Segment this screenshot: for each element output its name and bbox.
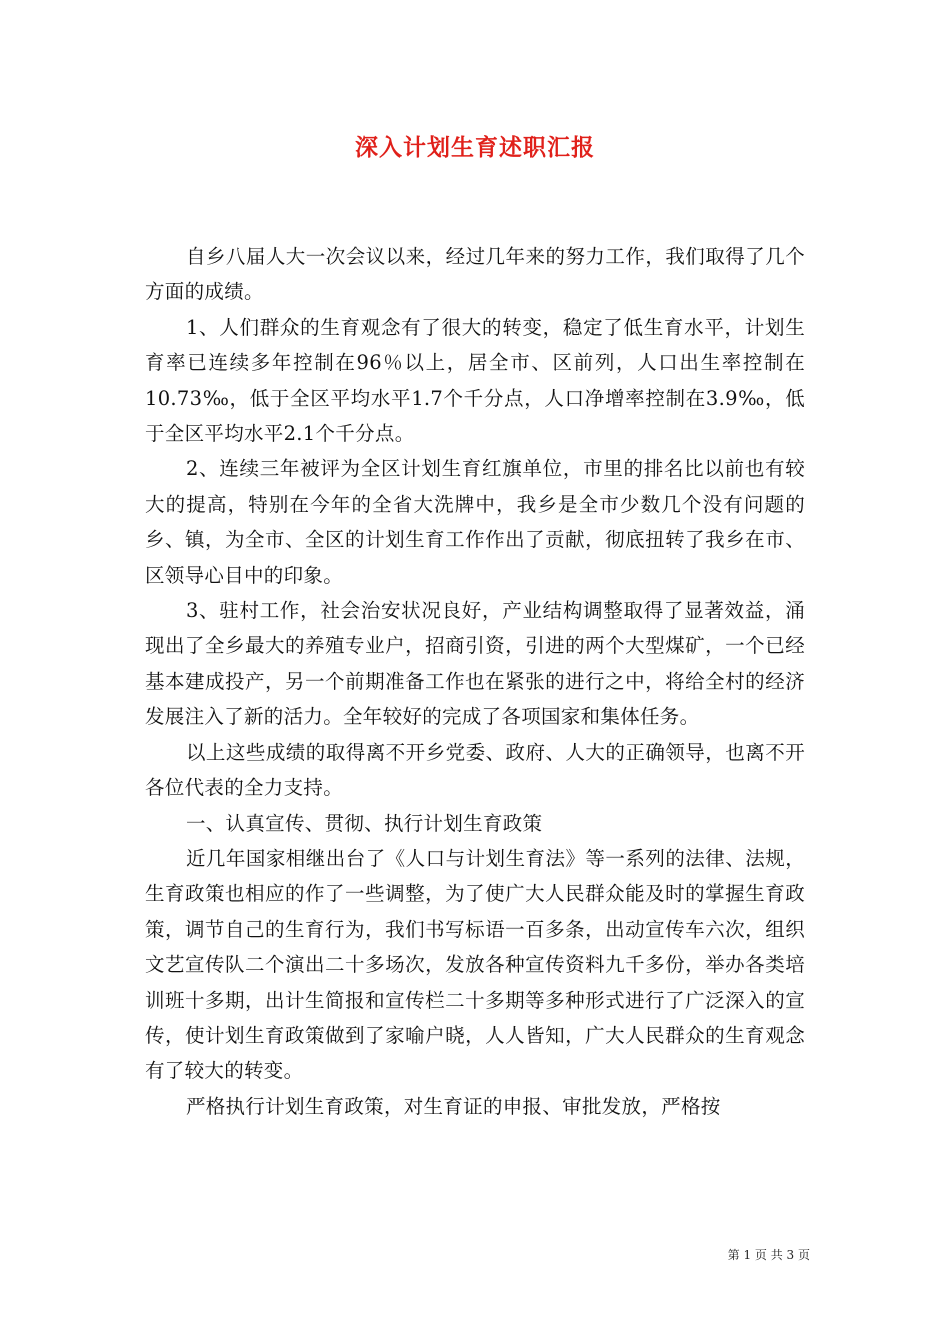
paragraph-achievement-1: 1、人们群众的生育观念有了很大的转变，稳定了低生育水平，计划生育率已连续多年控制在96％以上，居全市、区前列，人口出生率控制在10.73‰，低于全区平均水平1.7个千分点，人口净增率控制在3.9‰，低于全区平均水平2.1个千分点。 (145, 315, 805, 446)
section-heading-1: 一、认真宣传、贯彻、执行计划生育政策 (185, 811, 543, 835)
paragraph-intro: 自乡八届人大一次会议以来，经过几年来的努力工作，我们取得了几个方面的成绩。 (145, 245, 805, 304)
paragraph-policy-enforcement: 严格执行计划生育政策，对生育证的申报、审批发放，严格按 (185, 1094, 721, 1118)
page-indicator: 第 1 页 共 3 页 (727, 1248, 810, 1262)
paragraph-acknowledgement: 以上这些成绩的取得离不开乡党委、政府、人大的正确领导，也离不开各位代表的全力支持。 (145, 740, 805, 800)
paragraph-achievement-2: 2、连续三年被评为全区计划生育红旗单位，市里的排名比以前也有较大的提高，特别在今年的全省大洗牌中，我乡是全市少数几个没有问题的乡、镇，为全市、全区的计划生育工作作出了贡献，彻底扭转了我乡在市、区领导心目中的印象。 (145, 457, 805, 587)
paragraph-achievement-3: 3、驻村工作，社会治安状况良好，产业结构调整取得了显著效益，涌现出了全乡最大的养殖专业户，招商引资，引进的两个大型煤矿，一个已经基本建成投产，另一个前期准备工作也在紧张的进行之中，将给全村的经济发展注入了新的活力。全年较好的完成了各项国家和集体任务。 (145, 599, 805, 729)
document-title: 深入计划生育述职汇报 (355, 134, 595, 161)
paragraph-publicity: 近几年国家相继出台了《人口与计划生育法》等一系列的法律、法规，生育政策也相应的作了一些调整，为了使广大人民群众能及时的掌握生育政策，调节自己的生育行为，我们书写标语一百多条，出动宣传车六次，组织文艺宣传队二个演出二十多场次，发放各种宣传资料九千多份，举办各类培训班十多期，出计生简报和宣传栏二十多期等多种形式进行了广泛深入的宣传，使计划生育政策做到了家喻户晓，人人皆知，广大人民群众的生育观念有了较大的转变。 (145, 846, 805, 1083)
document-body (145, 239, 805, 1124)
